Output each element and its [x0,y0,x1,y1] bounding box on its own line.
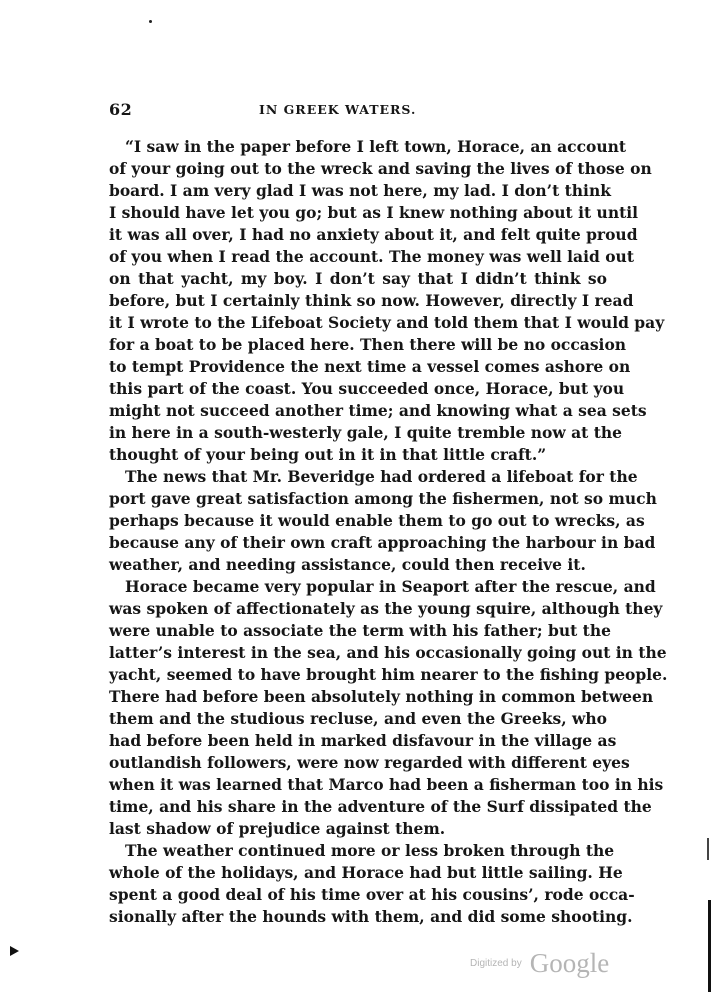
text-line: of you when I read the account. The money was well laid out [109,247,634,266]
text-line: were unable to associate the term with his father; but the [109,621,611,640]
text-line: this part of the coast. You succeeded once, Horace, but you [109,379,625,398]
text-line: of your going out to the wreck and saving the lives of those on [109,159,652,178]
text-line: on that yacht, my boy. I don’t say that I didn’t think so [109,269,607,288]
running-head: IN GREEK WATERS. [259,102,417,117]
watermark-prefix: Digitized by [470,958,522,969]
text-line: it was all over, I had no anxiety about it, and felt quite proud [109,225,638,244]
page-edge-bar [708,900,711,992]
text-line: was spoken of affectionately as the young squire, although they [109,599,663,618]
text-line: I should have let you go; but as I knew nothing about it until [109,203,639,222]
text-line: time, and his share in the adventure of the Surf dissipated the [109,797,652,816]
text-line: because any of their own craft approaching the harbour in bad [109,533,656,552]
text-line: in here in a south-westerly gale, I quite tremble now at the [109,423,622,442]
text-line: sionally after the hounds with them, and did some shooting. [109,907,633,926]
margin-mark [707,838,709,860]
text-line: weather, and needing assistance, could then receive it. [109,555,586,574]
text-line: it I wrote to the Lifeboat Society and told them that I would pay [109,313,665,332]
body-text [109,136,668,928]
text-line: latter’s interest in the sea, and his occasionally going out in the [109,643,667,662]
page-number: 62 [109,100,133,119]
page-turn-arrow-icon [10,946,19,956]
google-logo: Google [529,948,610,978]
text-line: yacht, seemed to have brought him nearer to the fishing people. [109,665,668,684]
text-line: The news that Mr. Beveridge had ordered a lifeboat for the [125,467,638,486]
text-line: had before been held in marked disfavour in the village as [109,731,617,750]
text-line: Horace became very popular in Seaport after the rescue, and [125,577,656,596]
digitized-watermark [470,948,609,984]
text-line: for a boat to be placed here. Then there will be no occasion [109,335,627,354]
text-line: “I saw in the paper before I left town, Horace, an account [125,137,627,156]
text-line: The weather continued more or less broken through the [125,841,615,860]
text-line: last shadow of prejudice against them. [109,819,446,838]
text-line: spent a good deal of his time over at his cousins’, rode occa- [109,885,635,904]
text-line: outlandish followers, were now regarded with different eyes [109,753,630,772]
text-line: when it was learned that Marco had been a fisherman too in his [109,775,664,794]
text-line: perhaps because it would enable them to go out to wrecks, as [109,511,645,530]
text-line: board. I am very glad I was not here, my lad. I don’t think [109,181,611,200]
text-line: thought of your being out in it in that little craft.” [109,445,547,464]
ink-speck [149,20,152,23]
text-line: before, but I certainly think so now. However, directly I read [109,291,634,310]
text-line: There had before been absolutely nothing in common between [109,687,654,706]
text-line: whole of the holidays, and Horace had but little sailing. He [109,863,623,882]
text-line: to tempt Providence the next time a vessel comes ashore on [109,357,631,376]
text-line: them and the studious recluse, and even the Greeks, who [109,709,607,728]
page-header [109,100,607,124]
text-line: port gave great satisfaction among the fishermen, not so much [109,489,657,508]
text-line: might not succeed another time; and knowing what a sea sets [109,401,647,420]
